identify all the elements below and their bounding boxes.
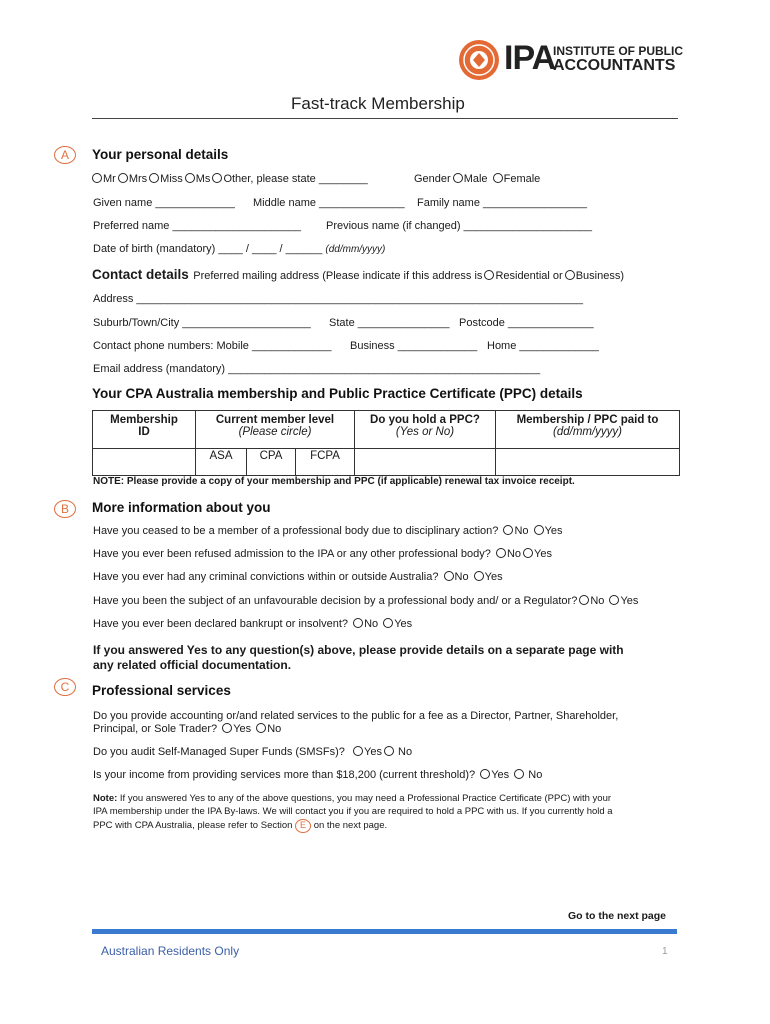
given-name-field[interactable]: Given name _____________ xyxy=(93,197,235,209)
level-fcpa[interactable] xyxy=(296,449,355,476)
logo-abbr: IPA xyxy=(504,39,556,77)
business-phone-field[interactable]: Business _____________ xyxy=(350,340,478,352)
other-label[interactable]: Other, please state ________ xyxy=(223,173,368,185)
state-field[interactable]: State _______________ xyxy=(329,317,450,329)
c3-yes-radio[interactable] xyxy=(480,769,490,779)
q-b1-text: Have you ceased to be a member of a professional body due to disciplinary action? xyxy=(93,525,499,537)
section-c-badge: C xyxy=(54,678,76,696)
b4-yes-radio[interactable] xyxy=(609,595,619,605)
ppc-note-label: Note: xyxy=(93,793,118,804)
level-cpa-label: CPA xyxy=(259,450,283,462)
answer-note-line1: If you answered Yes to any question(s) above, please provide details on a separate page with xyxy=(93,643,624,657)
section-b-heading: More information about you xyxy=(92,500,271,515)
footer-bar xyxy=(92,929,677,934)
previous-name-field[interactable]: Previous name (if changed) _____________________ xyxy=(326,220,593,232)
ppc-note-line1 xyxy=(93,793,611,804)
b1-no-radio[interactable] xyxy=(503,525,513,535)
q-b3-text: Have you ever had any criminal convictions within or outside Australia? xyxy=(93,571,439,583)
q-c1-text: Principal, or Sole Trader? xyxy=(93,723,218,735)
col-ppc xyxy=(355,411,496,449)
c2-no-label: No xyxy=(398,746,413,758)
col4-line2: (dd/mm/yyyy) xyxy=(553,426,622,438)
c1-yes-radio[interactable] xyxy=(222,723,232,733)
q-b2-text: Have you ever been refused admission to the IPA or any other professional body? xyxy=(93,548,491,560)
level-asa[interactable] xyxy=(196,449,247,476)
residential-radio[interactable] xyxy=(484,270,494,280)
b3-no-label: No xyxy=(454,571,469,583)
question-c2 xyxy=(93,746,412,758)
ppc-note-text4: on the next page. xyxy=(313,820,388,831)
question-b4 xyxy=(93,595,638,607)
answer-note-line2: any related official documentation. xyxy=(93,658,292,672)
gender-label: Gender xyxy=(414,173,451,185)
col2-line2: (Please circle) xyxy=(238,426,312,438)
b4-no-label: No xyxy=(590,595,605,607)
question-b1 xyxy=(93,525,563,537)
c2-yes-label: Yes xyxy=(364,746,382,758)
ms-label: Ms xyxy=(195,173,211,185)
female-radio[interactable] xyxy=(493,173,503,183)
b3-yes-radio[interactable] xyxy=(474,571,484,581)
c1-yes-label: Yes xyxy=(233,723,252,735)
b5-yes-radio[interactable] xyxy=(383,618,393,628)
ppc-note-line2: IPA membership under the IPA By-laws. We will contact you if you are required to hold a PPC with us. If you currently hold a xyxy=(93,806,613,817)
col4-line1: Membership / PPC paid to xyxy=(516,414,659,426)
q-b4-text: Have you been the subject of an unfavourable decision by a professional body and/ or a Regulator? xyxy=(93,595,578,607)
b5-no-radio[interactable] xyxy=(353,618,363,628)
section-a-heading: Your personal details xyxy=(92,147,229,162)
email-field[interactable]: Email address (mandatory) ___________________________________________________ xyxy=(93,363,541,375)
section-a-badge: A xyxy=(54,146,76,164)
col2-line1: Current member level xyxy=(215,414,335,426)
ipa-seal-icon xyxy=(457,38,501,82)
title-rule xyxy=(92,118,678,119)
section-b-badge: B xyxy=(54,500,76,518)
dob-format: (dd/mm/yyyy) xyxy=(325,244,386,255)
col3-line1: Do you hold a PPC? xyxy=(370,414,480,426)
b1-yes-label: Yes xyxy=(544,525,563,537)
mobile-field[interactable]: Contact phone numbers: Mobile _____________ xyxy=(93,340,332,352)
q-c3-text: Is your income from providing services more than $18,200 (current threshold)? xyxy=(93,769,476,781)
next-page-link[interactable]: Go to the next page xyxy=(568,910,667,922)
col3-line2: (Yes or No) xyxy=(395,426,455,438)
miss-label: Miss xyxy=(160,173,183,185)
b5-yes-label: Yes xyxy=(394,618,413,630)
level-fcpa-label: FCPA xyxy=(310,450,340,462)
title-row xyxy=(90,173,368,185)
ppc-cell[interactable] xyxy=(355,449,496,476)
mrs-label: Mrs xyxy=(128,173,148,185)
c3-no-label: No xyxy=(528,769,543,781)
b2-yes-radio[interactable] xyxy=(523,548,533,558)
col-membership-id xyxy=(93,411,196,449)
b1-no-label: No xyxy=(514,525,529,537)
b2-no-radio[interactable] xyxy=(496,548,506,558)
mailing-label: Preferred mailing address (Please indicate if this address is xyxy=(193,270,483,282)
mrs-radio[interactable] xyxy=(118,173,128,183)
question-c1-line1: Do you provide accounting or/and related services to the public for a fee as a Director, Partner, Shareholder, xyxy=(93,710,619,722)
footer-left: Australian Residents Only xyxy=(101,944,240,958)
logo-line2: ACCOUNTANTS xyxy=(553,57,676,74)
c3-no-radio[interactable] xyxy=(514,769,524,779)
b5-no-label: No xyxy=(364,618,379,630)
page-title: Fast-track Membership xyxy=(291,94,465,113)
c2-no-radio[interactable] xyxy=(384,746,394,756)
business-radio[interactable] xyxy=(565,270,575,280)
preferred-name-field[interactable]: Preferred name _____________________ xyxy=(93,220,301,232)
c3-yes-label: Yes xyxy=(491,769,510,781)
ppc-note-line3 xyxy=(93,819,387,833)
female-label: Female xyxy=(503,173,541,185)
mr-label: Mr xyxy=(103,173,116,185)
q-b5-text: Have you ever been declared bankrupt or insolvent? xyxy=(93,618,348,630)
section-c-heading: Professional services xyxy=(92,683,231,698)
ppc-note-text3: PPC with CPA Australia, please refer to Section xyxy=(93,820,293,831)
page-number: 1 xyxy=(662,946,668,957)
b3-no-radio[interactable] xyxy=(444,571,454,581)
b4-yes-label: Yes xyxy=(620,595,639,607)
level-asa-label: ASA xyxy=(209,450,233,462)
gender-row xyxy=(414,173,540,185)
b3-yes-label: Yes xyxy=(484,571,503,583)
b2-no-label: No xyxy=(506,548,521,560)
question-b5 xyxy=(93,618,412,630)
dob-field[interactable] xyxy=(93,243,385,255)
postcode-field[interactable]: Postcode ______________ xyxy=(459,317,594,329)
ms-radio[interactable] xyxy=(185,173,195,183)
ppc-note-text1: If you answered Yes to any of the above questions, you may need a Professional Practice Certificate (PPC) with your xyxy=(119,793,612,804)
q-c2-text: Do you audit Self-Managed Super Funds (SMSFs)? xyxy=(93,746,345,758)
contact-heading: Contact details xyxy=(92,267,189,282)
section-e-badge[interactable]: E xyxy=(295,819,311,833)
residential-label: Residential or xyxy=(495,270,563,282)
question-b2 xyxy=(93,548,552,560)
suburb-field[interactable]: Suburb/Town/City _____________________ xyxy=(93,317,311,329)
business-label: Business) xyxy=(575,270,624,282)
dob-label: Date of birth (mandatory) ____ / ____ / ______ xyxy=(93,243,323,255)
middle-name-field[interactable]: Middle name ______________ xyxy=(253,197,405,209)
question-c3 xyxy=(93,769,542,781)
home-phone-field[interactable]: Home _____________ xyxy=(487,340,599,352)
contact-row xyxy=(92,266,624,284)
col1-line1: Membership xyxy=(110,414,178,426)
other-radio[interactable] xyxy=(212,173,222,183)
membership-table xyxy=(92,410,680,476)
question-c1-line2 xyxy=(93,723,281,735)
c2-yes-radio[interactable] xyxy=(353,746,363,756)
b1-yes-radio[interactable] xyxy=(534,525,544,535)
question-b3 xyxy=(93,571,503,583)
address-field[interactable]: Address _________________________________________________________________________ xyxy=(93,293,583,305)
level-cpa[interactable] xyxy=(247,449,296,476)
miss-radio[interactable] xyxy=(149,173,159,183)
membership-id-cell[interactable] xyxy=(93,449,196,476)
cpa-note: NOTE: Please provide a copy of your membership and PPC (if applicable) renewal tax invoice receipt. xyxy=(93,476,575,487)
mr-radio[interactable] xyxy=(92,173,102,183)
b2-yes-label: Yes xyxy=(534,548,552,560)
male-radio[interactable] xyxy=(453,173,463,183)
col-paid-to xyxy=(496,411,680,449)
male-label: Male xyxy=(463,173,488,185)
b4-no-radio[interactable] xyxy=(579,595,589,605)
cpa-heading: Your CPA Australia membership and Public Practice Certificate (PPC) details xyxy=(92,386,583,401)
paid-to-cell[interactable] xyxy=(496,449,680,476)
c1-no-label: No xyxy=(267,723,282,735)
logo-line1: INSTITUTE OF PUBLIC xyxy=(553,44,683,58)
col1-line2: ID xyxy=(138,426,150,438)
col-member-level xyxy=(196,411,355,449)
c1-no-radio[interactable] xyxy=(256,723,266,733)
family-name-field[interactable]: Family name _________________ xyxy=(417,197,588,209)
